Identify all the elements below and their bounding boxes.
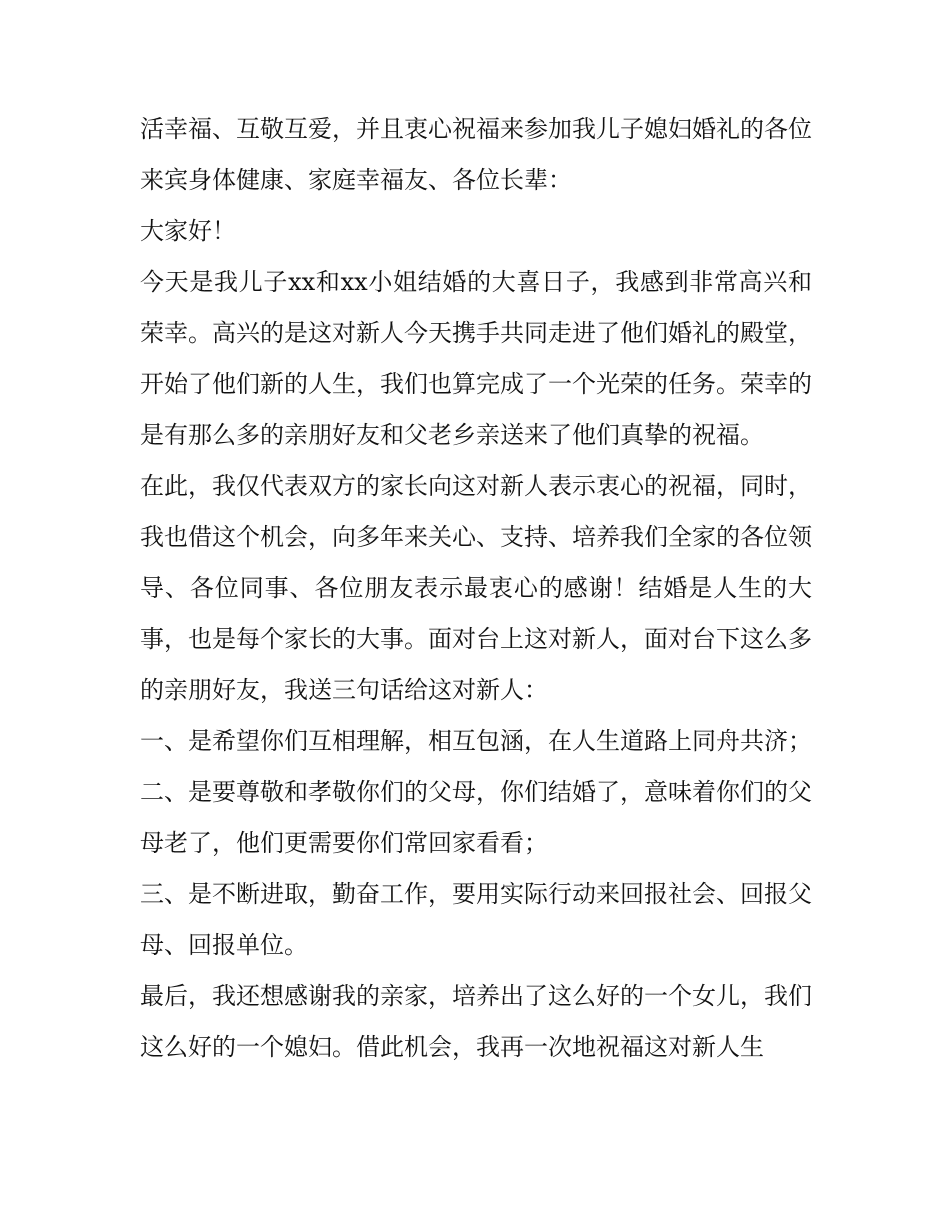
paragraph-greeting: 大家好！ xyxy=(140,217,236,245)
document-body xyxy=(140,104,812,1073)
paragraph-advice-three: 三、是不断进取，勤奋工作，要用实际行动来回报社会、回报父母、回报单位。 xyxy=(140,880,812,959)
paragraph-blessing-guests: 活幸福、互敬互爱，并且衷心祝福来参加我儿子媳妇婚礼的各位来宾身体健康、家庭幸福友、各位长辈： xyxy=(140,115,812,194)
paragraph-advice-one-two: 一、是希望你们互相理解，相互包涵，在人生道路上同舟共济； 二、是要尊敬和孝敬你们的父母，你们结婚了，意味着你们的父母老了，他们更需要你们常回家看看； xyxy=(140,727,812,857)
paragraph-closing: 最后，我还想感谢我的亲家，培养出了这么好的一个女儿，我们这么好的一个媳妇。借此机会，我再一次地祝福这对新人生 xyxy=(140,982,812,1061)
paragraph-thanks: 在此，我仅代表双方的家长向这对新人表示衷心的祝福，同时，我也借这个机会，向多年来关心、支持、培养我们全家的各位领导、各位同事、各位朋友表示最衷心的感谢！结婚是人生的大事，也是每个家长的大事。面对台上这对新人，面对台下这么多的亲朋好友，我送三句话给这对新人： xyxy=(140,472,812,704)
paragraph-wedding-day: 今天是我儿子xx和xx小姐结婚的大喜日子，我感到非常高兴和荣幸。高兴的是这对新人今天携手共同走进了他们婚礼的殿堂，开始了他们新的人生，我们也算完成了一个光荣的任务。荣幸的是有那么多的亲朋好友和父老乡亲送来了他们真挚的祝福。 xyxy=(140,268,812,449)
